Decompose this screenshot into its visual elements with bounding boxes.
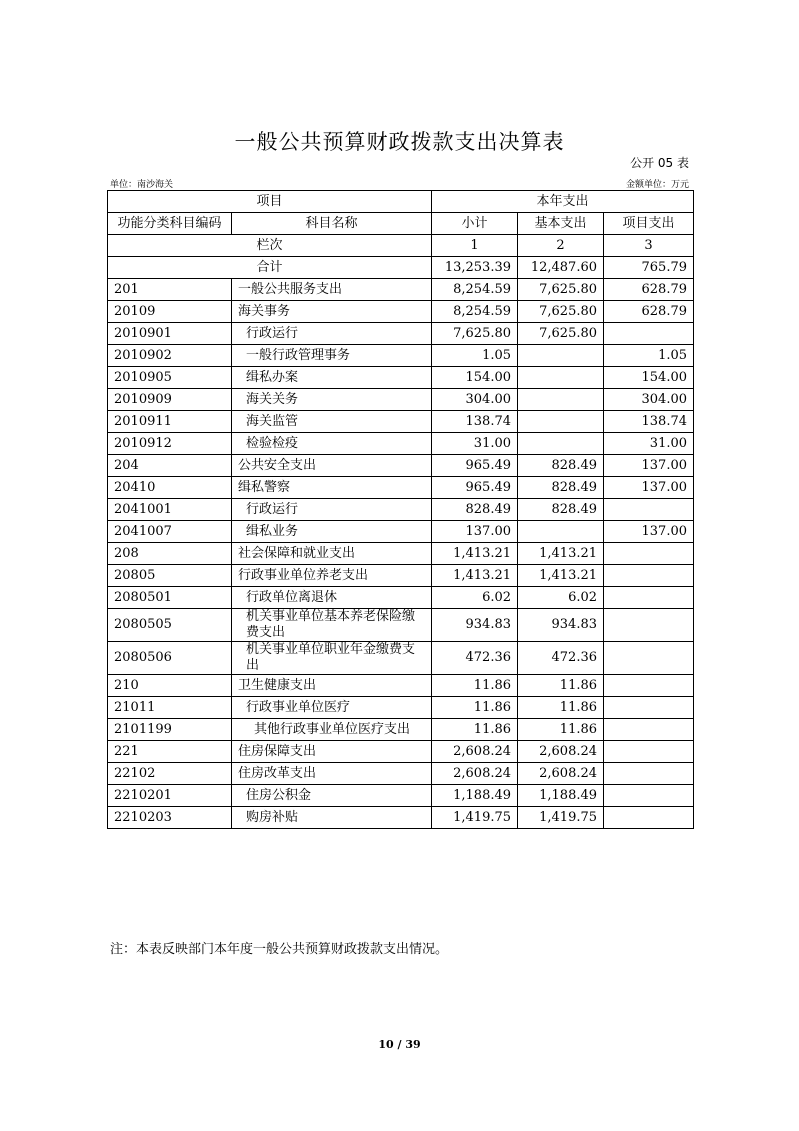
row-project: 31.00 xyxy=(604,433,694,455)
row-basic: 11.86 xyxy=(518,675,604,697)
row-project xyxy=(604,719,694,741)
row-project: 628.79 xyxy=(604,279,694,301)
row-project xyxy=(604,499,694,521)
row-subtotal: 1,413.21 xyxy=(432,543,518,565)
table-row xyxy=(108,455,694,477)
table-row xyxy=(108,345,694,367)
total-label: 合计 xyxy=(108,257,432,279)
table-row xyxy=(108,367,694,389)
row-code: 20410 xyxy=(108,477,232,499)
col-3: 3 xyxy=(604,235,694,257)
row-basic xyxy=(518,389,604,411)
row-basic: 7,625.80 xyxy=(518,301,604,323)
row-project xyxy=(604,543,694,565)
table-row xyxy=(108,477,694,499)
row-basic: 472.36 xyxy=(518,642,604,675)
row-project xyxy=(604,697,694,719)
row-subtotal: 1,419.75 xyxy=(432,807,518,829)
budget-table xyxy=(107,190,694,829)
row-project: 137.00 xyxy=(604,477,694,499)
table-row xyxy=(108,807,694,829)
row-code: 208 xyxy=(108,543,232,565)
header-current-year: 本年支出 xyxy=(432,191,694,213)
row-name: 社会保障和就业支出 xyxy=(232,543,432,565)
row-project: 154.00 xyxy=(604,367,694,389)
row-subtotal: 7,625.80 xyxy=(432,323,518,345)
row-code: 2080506 xyxy=(108,642,232,675)
row-project: 138.74 xyxy=(604,411,694,433)
row-basic xyxy=(518,411,604,433)
row-code: 2041001 xyxy=(108,499,232,521)
row-code: 2010905 xyxy=(108,367,232,389)
table-row xyxy=(108,642,694,675)
header-row-2 xyxy=(108,213,694,235)
col-2: 2 xyxy=(518,235,604,257)
row-project xyxy=(604,807,694,829)
table-row xyxy=(108,719,694,741)
row-name: 机关事业单位职业年金缴费支出 xyxy=(232,642,432,675)
row-subtotal: 965.49 xyxy=(432,477,518,499)
table-row xyxy=(108,785,694,807)
row-basic xyxy=(518,367,604,389)
row-name: 行政事业单位医疗 xyxy=(232,697,432,719)
table-row xyxy=(108,763,694,785)
row-basic xyxy=(518,345,604,367)
row-name: 海关监管 xyxy=(232,411,432,433)
row-subtotal: 965.49 xyxy=(432,455,518,477)
row-project: 628.79 xyxy=(604,301,694,323)
page-number: 10 / 39 xyxy=(378,1038,421,1051)
row-project xyxy=(604,323,694,345)
row-project xyxy=(604,642,694,675)
row-name: 住房保障支出 xyxy=(232,741,432,763)
row-name: 行政单位离退休 xyxy=(232,587,432,609)
row-project xyxy=(604,609,694,642)
row-name: 缉私业务 xyxy=(232,521,432,543)
header-func-code: 功能分类科目编码 xyxy=(108,213,232,235)
row-project xyxy=(604,675,694,697)
row-basic: 7,625.80 xyxy=(518,323,604,345)
row-basic xyxy=(518,433,604,455)
row-project xyxy=(604,741,694,763)
header-project: 项目 xyxy=(108,191,432,213)
row-subtotal: 1,413.21 xyxy=(432,565,518,587)
col-1: 1 xyxy=(432,235,518,257)
row-basic: 828.49 xyxy=(518,499,604,521)
row-project xyxy=(604,565,694,587)
row-basic: 11.86 xyxy=(518,697,604,719)
row-project: 1.05 xyxy=(604,345,694,367)
table-body xyxy=(108,279,694,829)
page-title: 一般公共预算财政拨款支出决算表 xyxy=(234,130,565,154)
row-name: 机关事业单位基本养老保险缴费支出 xyxy=(232,609,432,642)
row-subtotal: 1.05 xyxy=(432,345,518,367)
row-project xyxy=(604,587,694,609)
unit-money: 金额单位：万元 xyxy=(625,180,689,190)
row-basic: 934.83 xyxy=(518,609,604,642)
table-row xyxy=(108,543,694,565)
row-name: 缉私警察 xyxy=(232,477,432,499)
table-row xyxy=(108,499,694,521)
row-basic xyxy=(518,521,604,543)
row-basic: 6.02 xyxy=(518,587,604,609)
table-row xyxy=(108,565,694,587)
row-subtotal: 2,608.24 xyxy=(432,741,518,763)
row-name: 行政运行 xyxy=(232,323,432,345)
table-row xyxy=(108,521,694,543)
row-code: 201 xyxy=(108,279,232,301)
row-name: 公共安全支出 xyxy=(232,455,432,477)
row-project xyxy=(604,785,694,807)
row-code: 2010909 xyxy=(108,389,232,411)
row-name: 海关关务 xyxy=(232,389,432,411)
row-basic: 2,608.24 xyxy=(518,763,604,785)
row-basic: 1,413.21 xyxy=(518,543,604,565)
row-code: 20109 xyxy=(108,301,232,323)
row-name: 检验检疫 xyxy=(232,433,432,455)
row-project: 304.00 xyxy=(604,389,694,411)
row-project xyxy=(604,763,694,785)
row-code: 2041007 xyxy=(108,521,232,543)
column-index-row xyxy=(108,235,694,257)
row-basic: 1,188.49 xyxy=(518,785,604,807)
row-name: 一般公共服务支出 xyxy=(232,279,432,301)
row-name: 行政事业单位养老支出 xyxy=(232,565,432,587)
row-code: 2080505 xyxy=(108,609,232,642)
table-row xyxy=(108,741,694,763)
unit-org: 单位：南沙海关 xyxy=(110,180,174,190)
row-subtotal: 8,254.59 xyxy=(432,279,518,301)
row-code: 21011 xyxy=(108,697,232,719)
row-code: 2210201 xyxy=(108,785,232,807)
table-row xyxy=(108,587,694,609)
row-project: 137.00 xyxy=(604,521,694,543)
table-row xyxy=(108,411,694,433)
row-code: 2010902 xyxy=(108,345,232,367)
header-basic: 基本支出 xyxy=(518,213,604,235)
row-basic: 828.49 xyxy=(518,477,604,499)
row-name: 购房补贴 xyxy=(232,807,432,829)
row-subtotal: 11.86 xyxy=(432,675,518,697)
header-project-exp: 项目支出 xyxy=(604,213,694,235)
row-subtotal: 31.00 xyxy=(432,433,518,455)
table-row xyxy=(108,279,694,301)
total-basic: 12,487.60 xyxy=(518,257,604,279)
table-row xyxy=(108,697,694,719)
row-code: 204 xyxy=(108,455,232,477)
row-subtotal: 934.83 xyxy=(432,609,518,642)
footnote: 注：本表反映部门本年度一般公共预算财政拨款支出情况。 xyxy=(110,942,449,957)
row-basic: 1,413.21 xyxy=(518,565,604,587)
row-subtotal: 828.49 xyxy=(432,499,518,521)
table-row xyxy=(108,323,694,345)
row-name: 行政运行 xyxy=(232,499,432,521)
row-code: 20805 xyxy=(108,565,232,587)
total-project: 765.79 xyxy=(604,257,694,279)
table-code: 公开 05 表 xyxy=(630,156,689,170)
row-subtotal: 11.86 xyxy=(432,697,518,719)
table-row xyxy=(108,301,694,323)
row-code: 2080501 xyxy=(108,587,232,609)
row-code: 2101199 xyxy=(108,719,232,741)
row-subtotal: 1,188.49 xyxy=(432,785,518,807)
row-name: 海关事务 xyxy=(232,301,432,323)
row-basic: 828.49 xyxy=(518,455,604,477)
row-subtotal: 304.00 xyxy=(432,389,518,411)
header-subject-name: 科目名称 xyxy=(232,213,432,235)
row-subtotal: 2,608.24 xyxy=(432,763,518,785)
row-basic: 2,608.24 xyxy=(518,741,604,763)
row-subtotal: 6.02 xyxy=(432,587,518,609)
total-row xyxy=(108,257,694,279)
row-subtotal: 154.00 xyxy=(432,367,518,389)
table-row xyxy=(108,389,694,411)
row-code: 2010912 xyxy=(108,433,232,455)
row-code: 210 xyxy=(108,675,232,697)
row-basic: 1,419.75 xyxy=(518,807,604,829)
row-code: 2010901 xyxy=(108,323,232,345)
row-code: 2210203 xyxy=(108,807,232,829)
row-name: 住房公积金 xyxy=(232,785,432,807)
table-row xyxy=(108,609,694,642)
row-subtotal: 11.86 xyxy=(432,719,518,741)
row-name: 一般行政管理事务 xyxy=(232,345,432,367)
row-subtotal: 472.36 xyxy=(432,642,518,675)
table-row xyxy=(108,675,694,697)
row-name: 卫生健康支出 xyxy=(232,675,432,697)
row-code: 221 xyxy=(108,741,232,763)
table-row xyxy=(108,433,694,455)
row-name: 其他行政事业单位医疗支出 xyxy=(232,719,432,741)
row-project: 137.00 xyxy=(604,455,694,477)
row-code: 22102 xyxy=(108,763,232,785)
row-subtotal: 8,254.59 xyxy=(432,301,518,323)
col-label: 栏次 xyxy=(108,235,432,257)
row-subtotal: 138.74 xyxy=(432,411,518,433)
row-subtotal: 137.00 xyxy=(432,521,518,543)
total-subtotal: 13,253.39 xyxy=(432,257,518,279)
header-row-1 xyxy=(108,191,694,213)
row-basic: 7,625.80 xyxy=(518,279,604,301)
header-subtotal: 小计 xyxy=(432,213,518,235)
row-code: 2010911 xyxy=(108,411,232,433)
row-name: 住房改革支出 xyxy=(232,763,432,785)
row-name: 缉私办案 xyxy=(232,367,432,389)
row-basic: 11.86 xyxy=(518,719,604,741)
